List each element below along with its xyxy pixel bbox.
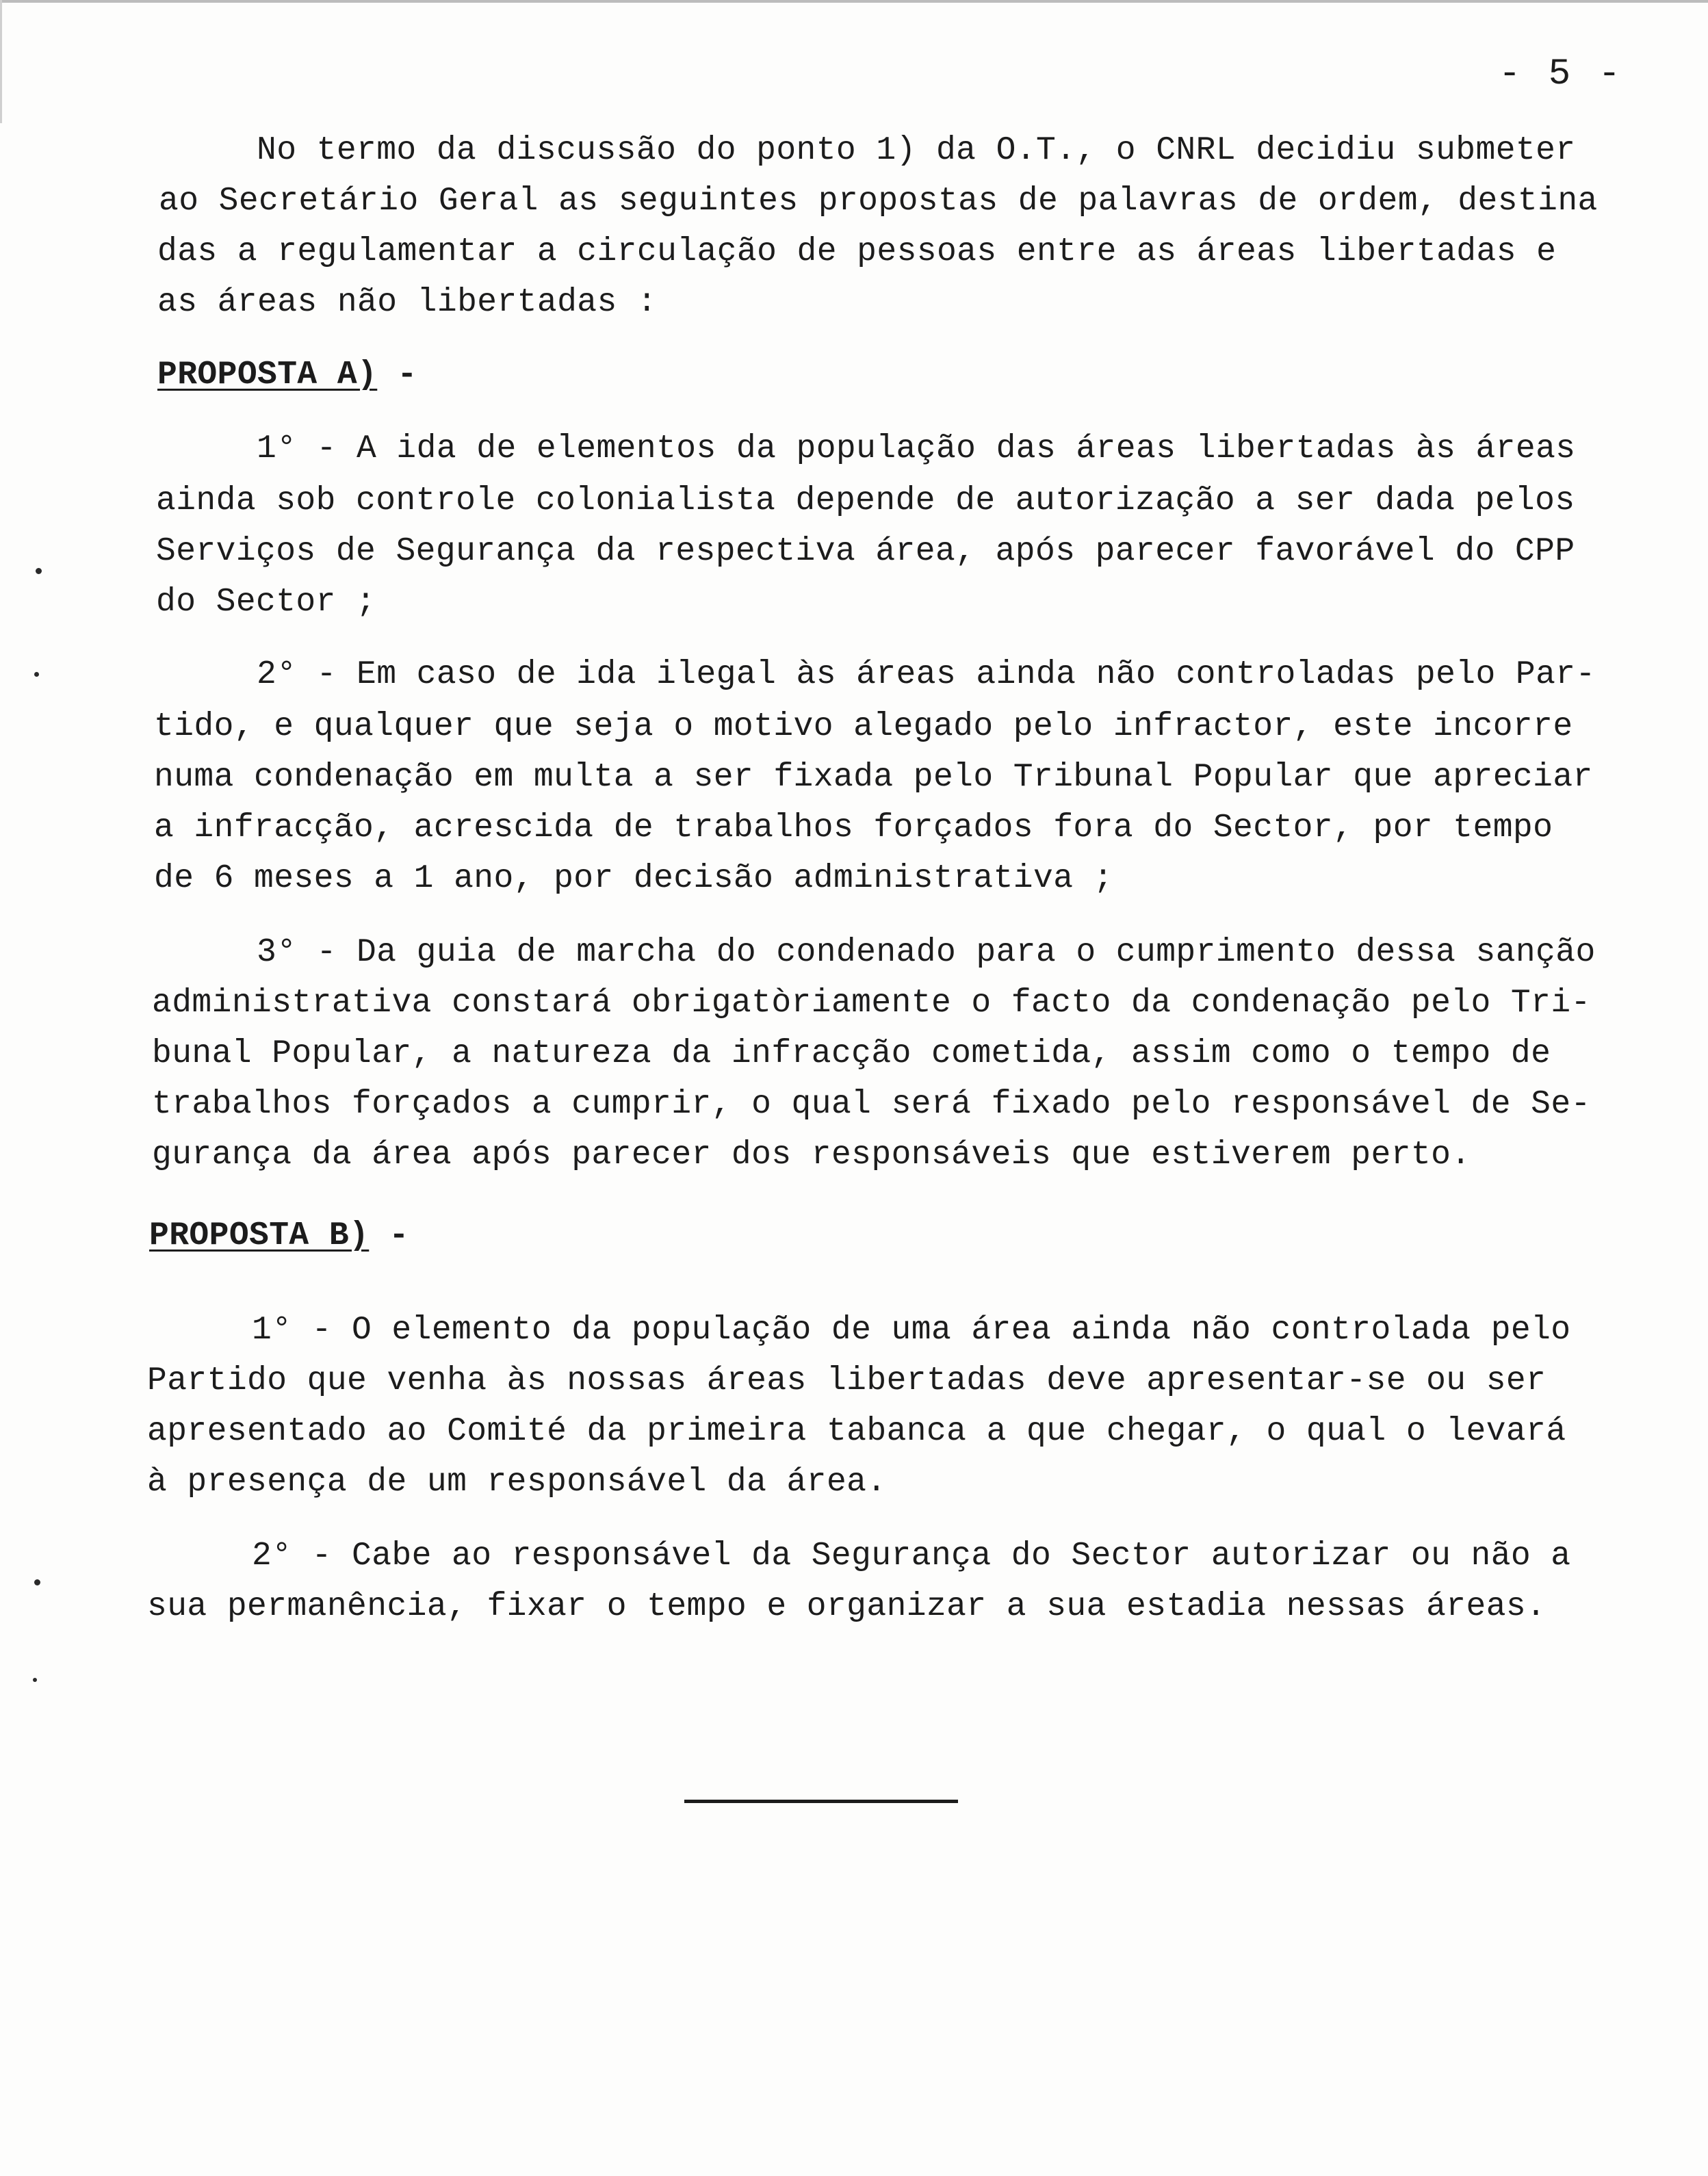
intro-line: as áreas não libertadas : <box>157 284 658 321</box>
proposta-a-item3-line: bunal Popular, a natureza da infracção cometida, assim como o tempo de <box>152 1035 1551 1072</box>
proposta-b-heading <box>149 1215 409 1256</box>
proposta-a-item3-line: 3° - Da guia de marcha do condenado para o cumprimento dessa sanção <box>257 934 1596 971</box>
intro-line: ao Secretário Geral as seguintes propostas de palavras de ordem, destina <box>159 183 1598 220</box>
proposta-b-heading-suffix: - <box>369 1217 409 1254</box>
proposta-b-item2-line: sua permanência, fixar o tempo e organizar a sua estadia nessas áreas. <box>147 1588 1547 1625</box>
scan-speck <box>34 1579 40 1585</box>
proposta-b-item1-line: à presença de um responsável da área. <box>147 1464 887 1501</box>
proposta-a-item2-line: numa condenação em multa a ser fixada pelo Tribunal Popular que apreciar <box>154 759 1593 796</box>
proposta-a-item1-line: 1° - A ida de elementos da população das áreas libertadas às áreas <box>257 430 1576 467</box>
scan-speck <box>34 672 39 677</box>
scan-top-edge <box>0 0 1708 3</box>
proposta-b-item1-line: 1° - O elemento da população de uma área ainda não controlada pelo <box>252 1312 1571 1349</box>
proposta-a-item2-line: tido, e qualquer que seja o motivo alegado pelo infractor, este incorre <box>154 708 1573 745</box>
scan-left-edge <box>0 0 2 123</box>
proposta-a-heading-label: PROPOSTA A) <box>157 357 378 393</box>
closing-rule <box>684 1800 958 1803</box>
proposta-a-item3-line: gurança da área após parecer dos responsáveis que estiverem perto. <box>152 1137 1471 1174</box>
intro-line: das a regulamentar a circulação de pessoas entre as áreas libertadas e <box>157 233 1557 270</box>
proposta-b-item2-line: 2° - Cabe ao responsável da Segurança do Sector autorizar ou não a <box>252 1538 1571 1575</box>
proposta-b-item1-line: apresentado ao Comité da primeira tabanca a que chegar, o qual o levará <box>147 1413 1566 1450</box>
proposta-a-heading <box>157 354 417 396</box>
proposta-a-item1-line: ainda sob controle colonialista depende de autorização a ser dada pelos <box>156 482 1575 519</box>
proposta-a-item1-line: Serviços de Segurança da respectiva área, após parecer favorável do CPP <box>156 533 1575 570</box>
proposta-a-item2-line: a infracção, acrescida de trabalhos forçados fora do Sector, por tempo <box>154 809 1553 846</box>
proposta-a-heading-suffix: - <box>377 357 417 393</box>
page-number: - 5 - <box>1499 53 1624 95</box>
proposta-b-heading-label: PROPOSTA B) <box>149 1217 370 1254</box>
scan-speck <box>33 1678 37 1682</box>
proposta-b-item1-line: Partido que venha às nossas áreas libertadas deve apresentar-se ou ser <box>147 1362 1547 1399</box>
proposta-a-item3-line: administrativa constará obrigatòriamente o facto da condenação pelo Tri- <box>152 985 1591 1022</box>
proposta-a-item2-line: de 6 meses a 1 ano, por decisão administrativa ; <box>154 860 1113 897</box>
proposta-a-item2-line: 2° - Em caso de ida ilegal às áreas ainda não controladas pelo Par- <box>257 656 1596 693</box>
proposta-a-item1-line: do Sector ; <box>156 584 376 621</box>
proposta-a-item3-line: trabalhos forçados a cumprir, o qual será fixado pelo responsável de Se- <box>152 1086 1591 1123</box>
scan-speck <box>36 568 42 574</box>
intro-line: No termo da discussão do ponto 1) da O.T., o CNRL decidiu submeter <box>257 132 1576 169</box>
